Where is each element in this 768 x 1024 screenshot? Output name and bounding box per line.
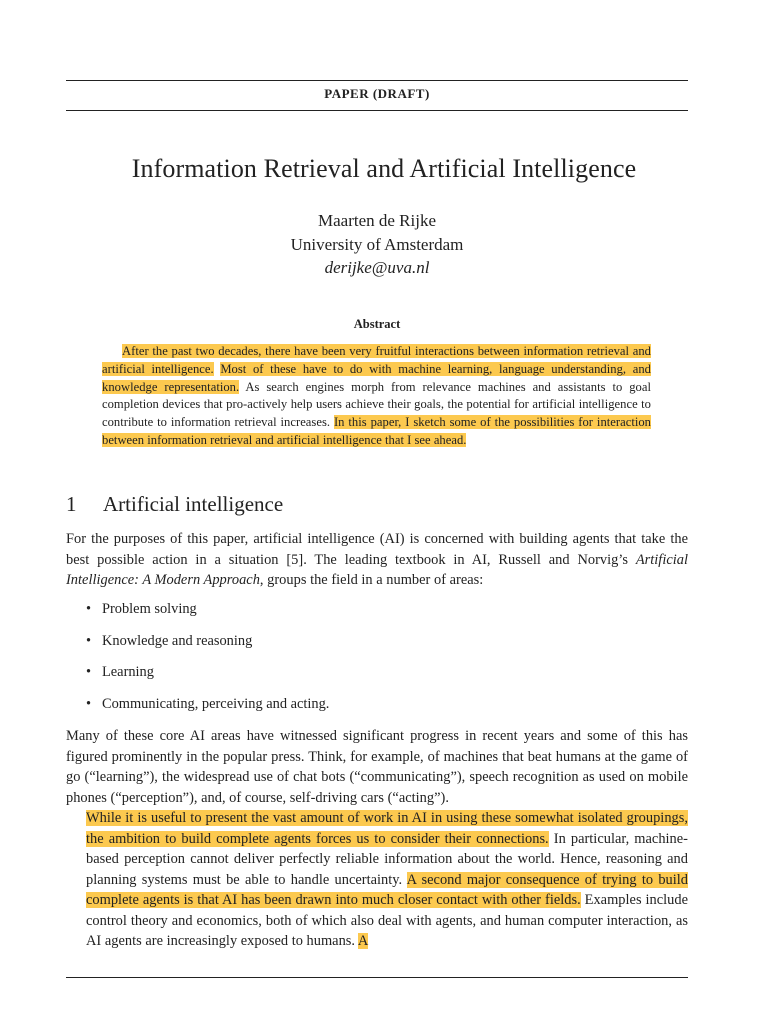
paragraph-intro-tail: , groups the field in a number of areas: (259, 572, 484, 588)
list-item-label: Learning (102, 664, 154, 680)
list-item (66, 694, 688, 726)
abstract-highlight-1: After the past two decades, there have been very fruitful interactions between information retrieval and artificial intelligence. (102, 344, 651, 376)
abstract-highlight-2: Most of these have to do with machine learning, language understanding, and knowledge representation. (102, 361, 651, 394)
abstract-heading: Abstract (353, 317, 401, 331)
body-highlight-1: While it is useful to present the vast amount of work in AI in using these somewhat isolated groupings, the ambition to build complete agents forces us to consider their connections. (86, 810, 688, 847)
author-block (66, 209, 688, 280)
book-title: Artificial Intelligence: A Modern Approach (66, 551, 688, 588)
body-plain-text-2: Examples include control theory and economics, both of which also deal with agents, and human computer interaction, as AI agents are increasingly exposed to humans. (86, 892, 688, 949)
abstract-text (102, 343, 651, 450)
paragraph-progress-text: Many of these core AI areas have witnessed significant progress in recent years and some of this has figured prominently in the popular press. Think, for example, of machines that beat humans at the game of go (“learning”), the widespread use of chat bots (“communicating”), speech recognition as used on mobile phones (“perception”), and, of course, self-driving cars (“acting”). (66, 728, 688, 806)
header-rule-top (66, 80, 688, 81)
paper-title: Information Retrieval and Artificial Intelligence (131, 154, 637, 183)
footer-rule (66, 977, 688, 978)
section-title: Artificial intelligence (103, 492, 284, 516)
bullet-icon: • (86, 601, 92, 617)
paragraph-progress (66, 726, 688, 952)
paragraph-complete-agents (66, 808, 688, 952)
list-item-label: Knowledge and reasoning (102, 632, 253, 649)
abstract-highlight-3: In this paper, I sketch some of the possibilities for interaction between information retrieval and artificial intelligence that I see ahead. (102, 415, 652, 447)
abstract-plain-text: As search engines morph from relevance machines and assistants to goal completion devices that pro-actively help users achieve their goals, the potential for artificial intelligence to contribute to information retrieval increases. (102, 379, 651, 430)
section-number: 1 (66, 492, 77, 516)
bullet-icon: • (86, 632, 92, 649)
ai-areas-list (66, 599, 688, 725)
bullet-icon: • (86, 695, 92, 712)
list-item-label: Communicating, perceiving and acting. (102, 695, 330, 712)
section-heading (66, 492, 688, 517)
author-affiliation: University of Amsterdam (290, 234, 464, 254)
paragraph-intro (66, 529, 688, 591)
body-plain-text-1: In particular, machine-based perception cannot deliver perfectly reliable information about the world. Hence, reasoning and planning systems must be able to handle uncertainty. (86, 830, 688, 888)
author-email[interactable]: derijke@uva.nl (324, 258, 430, 277)
body-highlight-3: A (357, 933, 369, 949)
body-highlight-2: A second major consequence of trying to build complete agents is that AI has been drawn into much closer contact with other fields. (86, 871, 688, 908)
list-item (66, 631, 688, 663)
bullet-icon: • (86, 664, 92, 680)
list-item (66, 662, 688, 694)
list-item (66, 599, 688, 631)
list-item-label: Problem solving (102, 601, 197, 617)
running-head: PAPER (DRAFT) (324, 86, 430, 101)
header-rule-bottom (66, 110, 688, 111)
author-name: Maarten de Rijke (317, 211, 436, 230)
paragraph-intro-text: For the purposes of this paper, artificial intelligence (AI) is concerned with building agents that take the best possible action in a situation [5]. The leading textbook in AI, Russell and Norvig’s (66, 531, 688, 568)
